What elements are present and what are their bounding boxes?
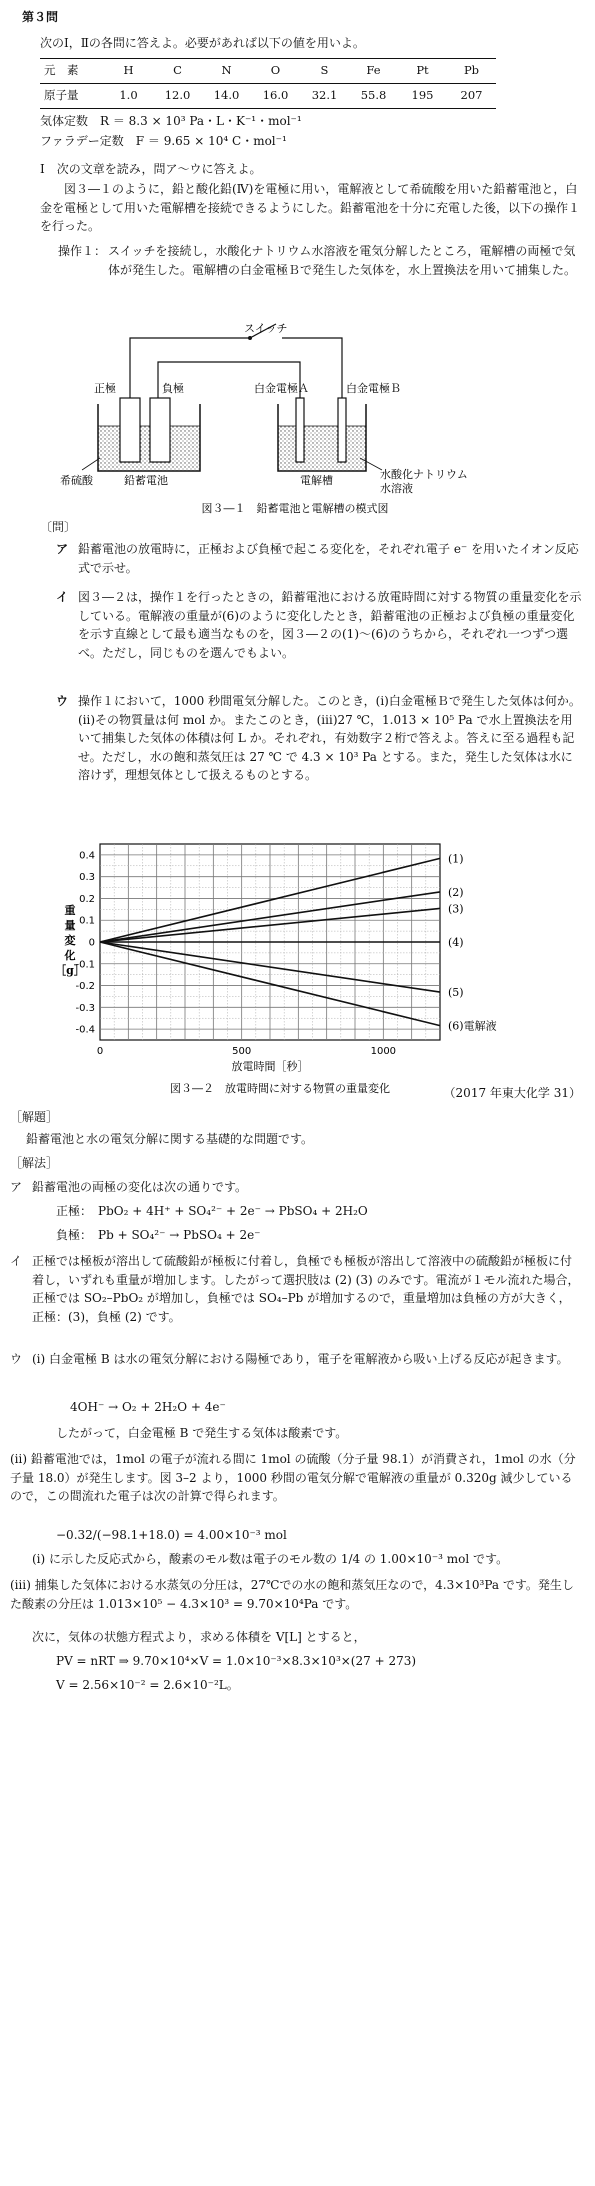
atomic-mass: 16.0 [251, 83, 300, 108]
wire-top-left [130, 338, 250, 398]
y-tick-label: -0.4 [75, 1024, 95, 1036]
answer-method-title: ［解法］ [10, 1156, 59, 1170]
faraday-constant: ファラデー定数 F ＝ 9.65 × 10⁴ C・mol⁻¹ [40, 134, 287, 148]
label-positive: 正極 [94, 382, 116, 395]
problem-header: 第３問 [22, 10, 59, 24]
y-tick-label: 0.4 [79, 850, 95, 862]
platinum-electrode-b [338, 398, 346, 462]
label-switch: スイッチ [244, 322, 288, 335]
figure-3-1 [60, 318, 530, 514]
answer-i-text: 正極では極板が溶出して硫酸鉛が極板に付着し，負極でも極板が溶出して溶液中の硫酸鉛が極板に付着し，いずれも重量が増加します。したがって選択肢は (2) (3) のみです。電流が１モル流れた場合，正極では SO₂–PbO₂ が増加し，負極では SO₄–Pb が増加するので，重量増加は負極の方が大きく，正極：(3)，負極 (2) です。 [32, 1254, 580, 1324]
y-tick-label: 0.2 [79, 893, 95, 905]
switch-contact [248, 336, 252, 340]
figure-3-2-chart [55, 836, 530, 1095]
question-i-label: イ [56, 590, 69, 604]
y-tick-label: 0.1 [79, 915, 95, 927]
question-u-text: 操作１において，1000 秒間電気分解した。このとき，(ⅰ)白金電極Ｂで発生した気体は何か。(ⅱ)その物質量は何 mol か。またこのとき，(ⅲ)27 ℃，1.013 × 10⁵ Pa で水上置換法を用いて捕集した気体の体積は何 L か。それぞれ，有効数字２桁で答えよ。答えに至る過程も記せ。ただし，水の飽和蒸気圧は 27 ℃ で 4.3 × 10³ Pa とする。また，発生した気体は水に溶けず，理想気体として扱えるものとする。 [78, 694, 581, 783]
atomic-mass: 207 [447, 83, 496, 108]
cell-electrolyte [278, 426, 366, 471]
y-tick-label: -0.3 [75, 1002, 95, 1014]
source-citation: （2017 年東大化学 31） [443, 1086, 581, 1100]
answer-theme-text: 鉛蓄電池と水の電気分解に関する基礎的な問題です。 [26, 1132, 314, 1146]
atomic-mass: 32.1 [300, 83, 349, 108]
chart-x-label: 放電時間［秒］ [231, 1060, 309, 1073]
answer-u3-equation2: V = 2.56×10⁻² = 2.6×10⁻²L。 [56, 1678, 239, 1692]
series-label: (5) [448, 986, 464, 1000]
label-pt-b: 白金電極Ｂ [346, 382, 401, 395]
answer-u3-text: (ⅲ) 捕集した気体における水蒸気の分圧は，27℃での水の飽和蒸気圧なので，4.3×10³Pa です。発生した酸素の分圧は 1.013×10⁵ − 4.3×10³ = 9.70×10⁴Pa です。 [10, 1578, 574, 1611]
series-label: (6)電解液 [448, 1019, 497, 1033]
operation1-text: スイッチを接続し，水酸化ナトリウム水溶液を電気分解したところ，電解槽の両極で気体が発生した。電解槽の白金電極Ｂで発生した気体を，水上置換法を用いて捕集した。 [108, 244, 577, 277]
element-symbol: H [104, 59, 153, 84]
answer-u2-equation: −0.32/(−98.1+18.0) = 4.00×10⁻³ mol [56, 1528, 287, 1542]
gas-constant: 気体定数 R ＝ 8.3 × 10³ Pa・L・K⁻¹・mol⁻¹ [40, 114, 302, 128]
x-tick-label: 500 [232, 1046, 252, 1057]
element-symbol: Fe [349, 59, 398, 84]
answer-u2-text: (ⅱ) 鉛蓄電池では，1mol の電子が流れる間に 1mol の硫酸（分子量 98.1）が消費され，1mol の水（分子量 18.0）が発生します。図 3–2 より，1000 秒間の電気分解で電解液の重量が 0.320g 減少しているので，この間流れた電子は次の計算で得られます。 [10, 1452, 576, 1504]
label-acid: 希硫酸 [60, 474, 93, 487]
label-battery: 鉛蓄電池 [124, 474, 168, 487]
element-symbol: O [251, 59, 300, 84]
series-label: (2) [448, 885, 464, 899]
atomic-mass: 55.8 [349, 83, 398, 108]
operation1-label: 操作１： [58, 244, 107, 258]
answer-a-negative: 負極： Pb + SO₄²⁻ → PbSO₄ + 2e⁻ [56, 1228, 261, 1242]
label-pt-a: 白金電極Ａ [254, 382, 309, 395]
row-label-element: 元 素 [40, 59, 104, 84]
answer-i-label: イ [10, 1254, 23, 1268]
x-tick-label: 1000 [370, 1046, 397, 1057]
element-symbol: Pb [447, 59, 496, 84]
question-u [56, 692, 584, 832]
battery-negative-electrode [150, 398, 170, 462]
answer-theme-title: ［解題］ [10, 1110, 59, 1124]
answer-a-text: 鉛蓄電池の両極の変化は次の通りです。 [32, 1180, 248, 1194]
answer-u2-conclusion: (ⅰ) に示した反応式から，酸素のモル数は電子のモル数の 1/4 の 1.00×10⁻³ mol です。 [32, 1552, 509, 1566]
y-tick-label: 0.3 [79, 872, 95, 884]
label-naoh-1: 水酸化ナトリウム [380, 468, 468, 481]
y-tick-label: -0.1 [75, 959, 95, 971]
figure-3-2-caption: 図３―２ 放電時間に対する物質の重量変化 [170, 1082, 390, 1095]
chart-y-label [55, 903, 85, 977]
atomic-mass-table [40, 58, 496, 109]
element-symbol: C [153, 59, 202, 84]
question-a-text: 鉛蓄電池の放電時に，正極および負極で起こる変化を，それぞれ電子 e⁻ を用いたイオン反応式で示せ。 [78, 542, 579, 575]
label-cell: 電解槽 [300, 474, 333, 487]
y-tick-label: 0 [88, 937, 95, 949]
label-naoh-2: 水溶液 [380, 482, 413, 495]
answer-a-label: ア [10, 1180, 23, 1194]
question-u-label: ウ [56, 694, 69, 708]
series-label: (1) [448, 852, 464, 866]
atomic-mass: 12.0 [153, 83, 202, 108]
platinum-electrode-a [296, 398, 304, 462]
figure-3-1-caption: 図３―１ 鉛蓄電池と電解槽の模式図 [201, 502, 389, 515]
answer-u-label: ウ [10, 1352, 23, 1366]
element-symbol: N [202, 59, 251, 84]
chart-x-ticks [97, 1046, 396, 1057]
series-label: (3) [448, 902, 464, 916]
question-a-label: ア [56, 542, 69, 556]
row-label-mass: 原子量 [40, 83, 104, 108]
element-symbol: Pt [398, 59, 447, 84]
intro-text: 次のⅠ，Ⅱの各問に答えよ。必要があれば以下の値を用いよ。 [40, 36, 365, 50]
section1-title: Ⅰ 次の文章を読み，問ア～ウに答えよ。 [40, 162, 262, 176]
y-label-char: ［g］ [55, 964, 85, 977]
chart-y-ticks [75, 850, 95, 1035]
element-symbol: S [300, 59, 349, 84]
y-label-char: 変 [64, 934, 76, 947]
y-label-char: 化 [64, 949, 76, 962]
atomic-mass: 195 [398, 83, 447, 108]
questions-header: 〔問〕 [40, 520, 77, 534]
battery-positive-electrode [120, 398, 140, 462]
atomic-mass: 1.0 [104, 83, 153, 108]
answer-u3-text2: 次に，気体の状態方程式より，求める体積を V[L] とすると， [32, 1630, 366, 1644]
question-i-text: 図３―２は，操作１を行ったときの，鉛蓄電池における放電時間に対する物質の重量変化を示している。電解液の重量が(6)のように変化したとき，鉛蓄電池の正極および負極の重量変化を示す直線として最も適当なものを，図３―２の(1)～(6)のうちから，それぞれ一つずつ選べ。ただし，同じものを選んでもよい。 [78, 590, 582, 660]
section1-paragraph: 図３―１のように，鉛と酸化鉛(Ⅳ)を電極に用い，電解液として希硫酸を用いた鉛蓄電池と，白金を電極として用いた電解槽を接続できるようにした。鉛蓄電池を十分に充電した後，以下の操作１を行った。 [40, 182, 581, 234]
y-tick-label: -0.2 [75, 981, 95, 993]
answer-u1-equation: 4OH⁻ → O₂ + 2H₂O + 4e⁻ [70, 1400, 226, 1414]
answer-i [10, 1252, 585, 1352]
answer-u3-equation1: PV = nRT ⇒ 9.70×10⁴×V = 1.0×10⁻³×8.3×10³×(27 + 273) [56, 1654, 417, 1668]
atomic-mass: 14.0 [202, 83, 251, 108]
answer-a-positive: 正極： PbO₂ + 4H⁺ + SO₄²⁻ + 2e⁻ → PbSO₄ + 2H₂O [56, 1204, 368, 1218]
answer-u1-text: (ⅰ) 白金電極 B は水の電気分解における陽極であり，電子を電解液から吸い上げる反応が起きます。 [32, 1352, 569, 1366]
series-label: (4) [448, 936, 464, 949]
y-label-char: 重 [64, 904, 76, 917]
answer-u1-conclusion: したがって，白金電極 B で発生する気体は酸素です。 [56, 1426, 348, 1440]
x-tick-label: 0 [96, 1046, 104, 1057]
label-negative: 負極 [162, 382, 184, 395]
battery-electrolyte [98, 426, 200, 471]
y-label-char: 量 [64, 919, 76, 932]
question-i [56, 588, 584, 708]
